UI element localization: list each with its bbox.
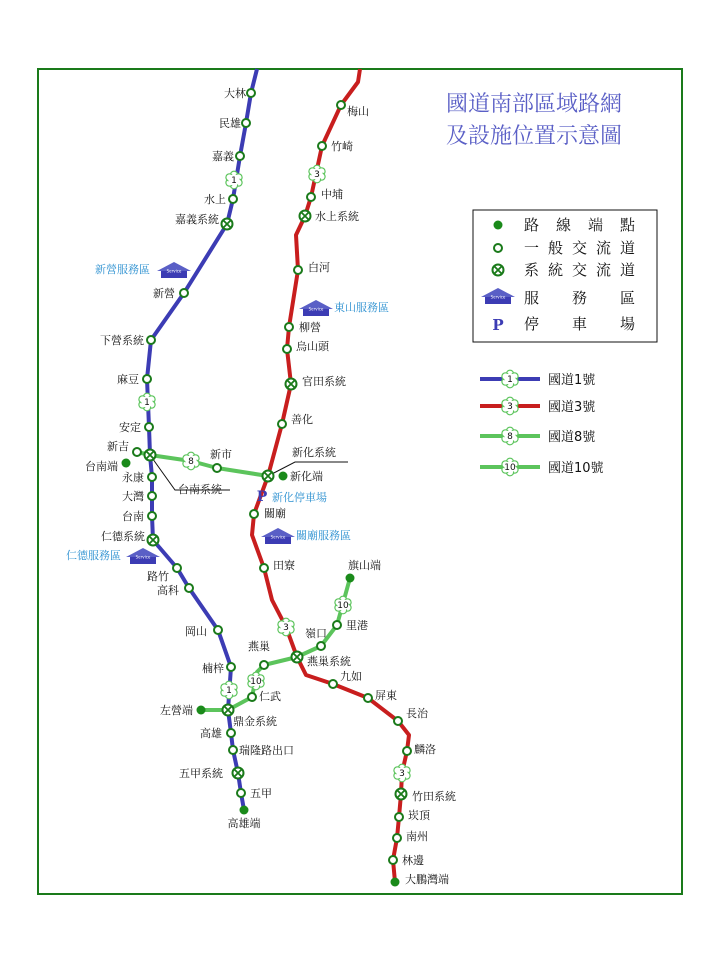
node-interchange-8 xyxy=(145,423,153,431)
node-label: 崁頂 xyxy=(408,809,430,822)
node-interchange-36 xyxy=(213,464,221,472)
node-endpoint-20 xyxy=(197,706,206,715)
route-shield-3 xyxy=(394,764,410,782)
shield-number: 3 xyxy=(399,769,405,780)
route-shield-3 xyxy=(309,165,325,183)
node-label: 嘉義 xyxy=(212,150,234,163)
node-label: 麟洛 xyxy=(414,743,436,756)
node-system-21 xyxy=(223,705,234,716)
shield-number: 1 xyxy=(226,686,232,697)
shield-number: 3 xyxy=(507,402,513,413)
node-system-38 xyxy=(263,471,274,482)
node-system-14 xyxy=(148,535,159,546)
node-label: 白河 xyxy=(308,261,330,274)
node-interchange-17 xyxy=(214,626,222,634)
node-interchange-29 xyxy=(307,193,315,201)
route-legend-label: 國道10號 xyxy=(548,461,604,476)
node-interchange-13 xyxy=(148,512,156,520)
shield-number: 8 xyxy=(188,457,194,468)
shield-number: 1 xyxy=(144,398,150,409)
map-title-line2: 及設施位置示意圖 xyxy=(446,124,623,149)
node-label: 南州 xyxy=(406,830,428,843)
node-label: 安定 xyxy=(119,421,141,434)
node-label: 台南 xyxy=(122,510,144,523)
node-system-46 xyxy=(292,652,303,663)
node-interchange-47 xyxy=(329,680,337,688)
node-interchange-12 xyxy=(148,492,156,500)
route-shield-10 xyxy=(248,672,264,690)
node-interchange-50 xyxy=(403,747,411,755)
node-interchange-53 xyxy=(393,834,401,842)
node-label: 燕巢 xyxy=(248,640,270,653)
node-label: 旗山端 xyxy=(348,559,381,572)
node-label: 民雄 xyxy=(219,117,241,130)
legend-interchange-symbol xyxy=(494,244,502,252)
service-area-label: 仁德服務區 xyxy=(66,549,121,562)
node-label: 台南端 xyxy=(85,460,118,473)
node-label: 大林 xyxy=(224,87,246,100)
route-legend-shield xyxy=(502,370,518,388)
shield-number: 8 xyxy=(507,432,513,443)
node-interchange-22 xyxy=(227,729,235,737)
node-label: 九如 xyxy=(340,670,362,683)
node-endpoint-39 xyxy=(279,472,288,481)
node-interchange-6 xyxy=(147,336,155,344)
node-label: 大灣 xyxy=(122,490,144,503)
map-title-line1: 國道南部區域路網 xyxy=(446,92,623,117)
route-legend xyxy=(480,370,604,476)
node-label: 高雄端 xyxy=(227,817,261,830)
service-word: Service xyxy=(270,534,286,540)
node-label: 水上系統 xyxy=(315,210,359,223)
services-layer xyxy=(66,262,389,564)
route-legend-label: 國道1號 xyxy=(548,373,596,388)
route-shield-1 xyxy=(221,681,237,699)
node-label: 竹田系統 xyxy=(412,790,456,803)
node-endpoint-55 xyxy=(391,878,400,887)
node-label: 五甲 xyxy=(250,787,272,800)
node-interchange-9 xyxy=(133,448,141,456)
legend-item-label: 系統交流道 xyxy=(524,261,636,279)
node-endpoint-26 xyxy=(240,806,249,815)
legend-item-label: 一般交流道 xyxy=(524,239,636,257)
node-label: 新吉 xyxy=(107,440,129,453)
route-legend-shield xyxy=(502,458,518,476)
node-label: 左營端 xyxy=(160,704,193,717)
node-system-51 xyxy=(396,789,407,800)
node-label: 田寮 xyxy=(273,559,295,572)
node-label: 烏山頭 xyxy=(296,340,329,353)
node-label: 中埔 xyxy=(321,188,343,201)
node-label: 楠梓 xyxy=(202,662,224,675)
node-label: 林邊 xyxy=(402,854,424,867)
node-label: 高科 xyxy=(157,584,179,597)
service-area-icon xyxy=(157,262,191,278)
route-legend-label: 國道8號 xyxy=(548,430,596,445)
node-label: 竹崎 xyxy=(331,140,353,153)
node-label: 麻豆 xyxy=(117,373,139,386)
legend-item-label: 路線端點 xyxy=(524,216,636,234)
service-area-icon xyxy=(299,300,333,316)
node-interchange-1 xyxy=(242,119,250,127)
node-interchange-28 xyxy=(318,142,326,150)
node-label: 岡山 xyxy=(185,625,207,638)
route-legend-shield xyxy=(502,427,518,445)
node-endpoint-42 xyxy=(346,574,355,583)
node-label: 鼎金系統 xyxy=(233,715,277,728)
node-system-30 xyxy=(300,211,311,222)
node-label: 屏東 xyxy=(375,689,397,702)
service-word: Service xyxy=(308,306,324,312)
node-interchange-54 xyxy=(389,856,397,864)
node-label: 新營 xyxy=(153,287,175,300)
node-interchange-41 xyxy=(260,564,268,572)
node-label: 善化 xyxy=(291,413,313,426)
shield-number: 3 xyxy=(283,623,289,634)
parking-label: 新化停車場 xyxy=(272,491,327,504)
shield-number: 10 xyxy=(337,601,349,612)
service-area-icon xyxy=(261,528,295,544)
node-interchange-5 xyxy=(180,289,188,297)
node-interchange-44 xyxy=(317,642,325,650)
node-system-24 xyxy=(233,768,244,779)
legend-parking-symbol: P xyxy=(492,316,504,334)
service-word: Service xyxy=(490,294,506,300)
facility-legend xyxy=(473,210,657,342)
route-shield-1 xyxy=(139,393,155,411)
node-interchange-33 xyxy=(283,345,291,353)
service-area-label: 新營服務區 xyxy=(95,263,150,276)
route-shield-1 xyxy=(226,171,242,189)
node-label: 新市 xyxy=(210,448,232,461)
service-area-label: 東山服務區 xyxy=(334,301,389,314)
node-label: 大鵬灣端 xyxy=(405,873,449,886)
node-interchange-35 xyxy=(278,420,286,428)
node-label: 新化端 xyxy=(290,470,323,483)
legend-item-label: 停車場 xyxy=(524,315,636,333)
route-shield-3 xyxy=(278,618,294,636)
node-label: 柳營 xyxy=(299,321,321,334)
node-interchange-49 xyxy=(394,717,402,725)
node-label: 官田系統 xyxy=(302,375,346,388)
node-interchange-15 xyxy=(173,564,181,572)
node-label: 梅山 xyxy=(347,105,369,118)
node-interchange-32 xyxy=(285,323,293,331)
node-label: 路竹 xyxy=(147,570,169,583)
node-interchange-25 xyxy=(237,789,245,797)
node-interchange-3 xyxy=(229,195,237,203)
node-interchange-11 xyxy=(148,473,156,481)
route-shield-10 xyxy=(335,596,351,614)
node-interchange-40 xyxy=(250,510,258,518)
node-interchange-7 xyxy=(143,375,151,383)
node-interchange-45 xyxy=(260,661,268,669)
node-label: 嶺口 xyxy=(305,627,327,640)
node-label: 台南系統 xyxy=(178,483,222,496)
node-interchange-2 xyxy=(236,152,244,160)
shield-number: 3 xyxy=(314,170,320,181)
shield-number: 10 xyxy=(504,463,516,474)
route-shield-8 xyxy=(183,452,199,470)
node-label: 新化系統 xyxy=(292,446,336,459)
node-interchange-31 xyxy=(294,266,302,274)
service-area-icon xyxy=(126,548,160,564)
shield-number: 1 xyxy=(231,176,237,187)
legend-endpoint-symbol xyxy=(494,221,503,230)
node-label: 仁武 xyxy=(259,690,281,703)
node-label: 下營系統 xyxy=(100,334,144,347)
node-interchange-27 xyxy=(337,101,345,109)
route-legend-shield xyxy=(502,397,518,415)
node-endpoint-10 xyxy=(122,459,131,468)
node-system-34 xyxy=(286,379,297,390)
node-label: 長治 xyxy=(406,707,428,720)
node-label: 嘉義系統 xyxy=(175,213,219,226)
node-interchange-52 xyxy=(395,813,403,821)
node-label: 水上 xyxy=(204,193,226,206)
shield-number: 10 xyxy=(250,677,262,688)
node-interchange-48 xyxy=(364,694,372,702)
legend-system-symbol xyxy=(493,265,504,276)
node-label: 里港 xyxy=(346,619,368,632)
node-label: 關廟 xyxy=(264,507,286,520)
node-label: 燕巢系統 xyxy=(307,655,351,668)
node-label: 瑞隆路出口 xyxy=(239,744,294,757)
node-system-4 xyxy=(222,219,233,230)
node-label: 五甲系統 xyxy=(179,767,223,780)
service-word: Service xyxy=(135,554,151,560)
node-interchange-18 xyxy=(227,663,235,671)
node-system-37 xyxy=(145,450,156,461)
node-interchange-0 xyxy=(247,89,255,97)
node-interchange-43 xyxy=(333,621,341,629)
node-label: 高雄 xyxy=(200,727,222,740)
shield-number: 1 xyxy=(507,375,513,386)
route-legend-label: 國道3號 xyxy=(548,400,596,415)
service-word: Service xyxy=(166,268,182,274)
service-area-label: 關廟服務區 xyxy=(296,529,351,542)
node-label: 仁德系統 xyxy=(101,530,145,543)
node-interchange-16 xyxy=(185,584,193,592)
node-interchange-23 xyxy=(229,746,237,754)
node-interchange-19 xyxy=(248,693,256,701)
parking-icon: P xyxy=(256,489,268,505)
node-label: 永康 xyxy=(122,471,144,484)
legend-item-label: 服務區 xyxy=(524,289,636,307)
